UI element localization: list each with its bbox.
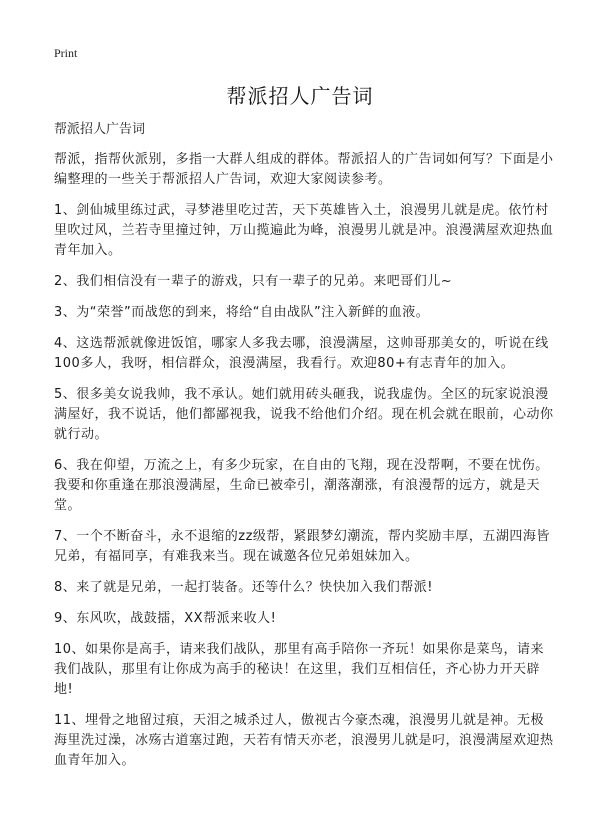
list-item: 11、埋骨之地留过痕，天泪之城杀过人，傲视古今豪杰魂，浪漫男儿就是神。无极海里洗过澡，冰殇古道塞过跑，天若有情天亦老，浪漫男儿就是叼，浪漫满屋欢迎热血青年加入。 [54,713,554,768]
list-item: 4、这选帮派就像进饭馆，哪家人多我去哪，浪漫满屋，这帅哥那美女的，听说在线100多人，我呀，相信群众，浪漫满屋，我看行。欢迎80+有志青年的加入。 [54,336,549,371]
list-item: 2、我们相信没有一辈子的游戏，只有一辈子的兄弟。来吧哥们儿~ [54,274,453,289]
article-body [54,120,554,782]
list-item: 9、东风吹，战鼓擂，XX帮派来收人! [54,611,277,626]
list-item: 6、我在仰望，万流之上，有多少玩家，在自由的飞翔，现在没帮啊，不要在忧伤。我要和你重逢在那浪漫满屋，生命已被牵引，潮落潮涨，有浪漫帮的远方，就是天堂。 [54,458,549,513]
list-item: 3、为“荣誉”而战您的到来，将给“自由战队”注入新鲜的血液。 [54,305,430,320]
list-item: 8、来了就是兄弟，一起打装备。还等什么？快快加入我们帮派! [54,580,433,595]
list-item: 5、很多美女说我帅，我不承认。她们就用砖头砸我，说我虚伪。全区的玩家说浪漫满屋好，我不说话，他们都鄙视我，说我不给他们介绍。现在机会就在眼前，心动你就行动。 [54,387,554,442]
list-item: 10、如果你是高手，请来我们战队，那里有高手陪你一齐玩！如果你是菜鸟，请来我们战队，那里有让你成为高手的秘诀！在这里，我们互相信任，齐心协力开天辟地! [54,642,545,697]
intro-paragraph: 帮派，指帮伙派别，多指一大群人组成的群体。帮派招人的广告词如何写？下面是小编整理的一些关于帮派招人广告词，欢迎大家阅读参考。 [54,152,554,187]
list-item: 7、一个不断奋斗，永不退缩的zz级帮，紧跟梦幻潮流，帮内奖励丰厚，五湖四海皆兄弟，有福同享，有难我来当。现在诚邀各位兄弟姐妹加入。 [54,529,550,564]
print-link[interactable]: Print [54,46,78,60]
page-title: 帮派招人广告词 [226,84,374,108]
article-subtitle: 帮派招人广告词 [54,122,146,137]
list-item: 1、剑仙城里练过武，寻梦港里吃过苦，天下英雄皆入土，浪漫男儿就是虎。依竹村里吹过风，兰若寺里撞过钟，万山揽遍此为峰，浪漫男儿就是冲。浪漫满屋欢迎热血青年加入。 [54,203,554,258]
